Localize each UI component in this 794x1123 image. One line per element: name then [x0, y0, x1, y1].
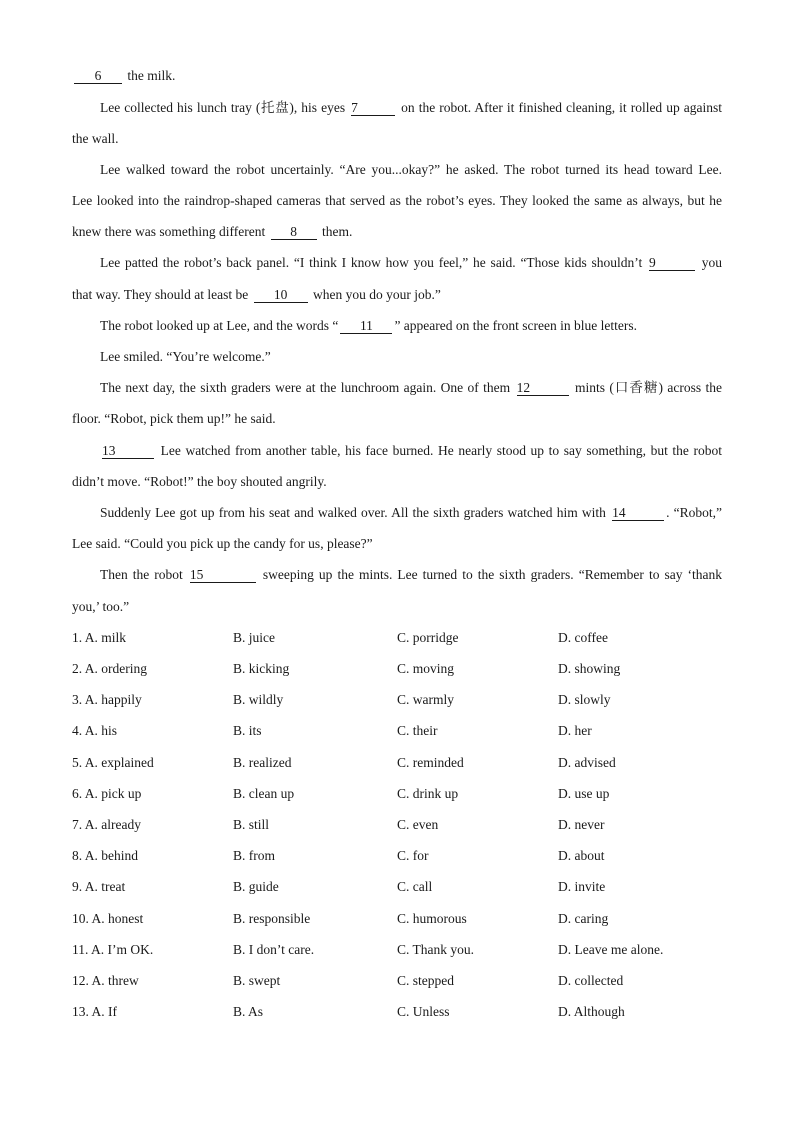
passage-line: floor. “Robot, pick them up!” he said. — [72, 411, 276, 426]
option-c[interactable]: C. Unless — [397, 1004, 450, 1019]
passage-text: The robot looked up at Lee, and the words “ — [100, 318, 339, 333]
answer-blank[interactable]: 8 — [271, 224, 317, 240]
passage-line — [100, 316, 722, 336]
answer-blank[interactable]: 7 — [351, 100, 395, 116]
option-b[interactable]: B. juice — [233, 630, 275, 645]
answer-blank[interactable]: 10 — [254, 287, 308, 303]
passage-text: the milk. — [127, 68, 176, 83]
option-d[interactable]: D. invite — [558, 879, 606, 894]
option-c[interactable]: C. humorous — [397, 911, 467, 926]
passage-line: the wall. — [72, 131, 119, 146]
answer-blank[interactable]: 9 — [649, 255, 695, 271]
option-b[interactable]: B. from — [233, 848, 275, 863]
option-b[interactable]: B. its — [233, 723, 262, 738]
answer-blank[interactable]: 11 — [340, 318, 392, 334]
answer-blank[interactable]: 15 — [190, 567, 256, 583]
option-b[interactable]: B. still — [233, 817, 270, 832]
answer-blank[interactable]: 14 — [612, 505, 664, 521]
option-c[interactable]: C. porridge — [397, 630, 459, 645]
option-a[interactable]: 3. A. happily — [72, 692, 142, 707]
passage-line: you,’ too.” — [72, 599, 130, 614]
option-a[interactable]: 2. A. ordering — [72, 661, 147, 676]
option-a[interactable]: 9. A. treat — [72, 879, 126, 894]
passage-text: you — [701, 255, 722, 270]
option-b[interactable]: B. I don’t care. — [233, 942, 315, 957]
option-c[interactable]: C. stepped — [397, 973, 454, 988]
option-a[interactable]: 13. A. If — [72, 1004, 117, 1019]
option-b[interactable]: B. guide — [233, 879, 279, 894]
passage-line — [100, 565, 722, 585]
option-b[interactable]: B. As — [233, 1004, 264, 1019]
passage-line: didn’t move. “Robot!” the boy shouted angrily. — [72, 474, 327, 489]
option-d[interactable]: D. her — [558, 723, 592, 738]
passage-text: when you do your job.” — [312, 287, 441, 302]
passage-line: Lee walked toward the robot uncertainly. “Are you...okay?” he asked. The robot turned its head toward Lee. — [100, 162, 722, 177]
option-d[interactable]: D. showing — [558, 661, 621, 676]
answer-blank[interactable]: 12 — [517, 380, 569, 396]
option-b[interactable]: B. swept — [233, 973, 281, 988]
option-a[interactable]: 6. A. pick up — [72, 786, 142, 801]
option-d[interactable]: D. collected — [558, 973, 624, 988]
option-b[interactable]: B. responsible — [233, 911, 311, 926]
option-b[interactable]: B. realized — [233, 755, 292, 770]
passage-line — [100, 253, 722, 273]
passage-text: on the robot. After it finished cleaning, it rolled up against — [401, 100, 723, 115]
option-c[interactable]: C. even — [397, 817, 439, 832]
passage-line: Lee smiled. “You’re welcome.” — [100, 349, 271, 364]
passage-line: Lee said. “Could you pick up the candy for us, please?” — [72, 536, 373, 551]
passage-text: Lee patted the robot’s back panel. “I think I know how you feel,” he said. “Those kids shouldn’t — [100, 255, 643, 270]
option-c[interactable]: C. call — [397, 879, 433, 894]
option-d[interactable]: D. never — [558, 817, 605, 832]
option-d[interactable]: D. caring — [558, 911, 609, 926]
option-d[interactable]: D. coffee — [558, 630, 608, 645]
option-a[interactable]: 7. A. already — [72, 817, 141, 832]
option-c[interactable]: C. drink up — [397, 786, 459, 801]
option-b[interactable]: B. kicking — [233, 661, 290, 676]
option-a[interactable]: 4. A. his — [72, 723, 118, 738]
option-a[interactable]: 5. A. explained — [72, 755, 154, 770]
passage-text: sweeping up the mints. Lee turned to the sixth graders. “Remember to say ‘thank — [262, 567, 723, 582]
passage-line — [72, 222, 722, 242]
option-a[interactable]: 12. A. threw — [72, 973, 139, 988]
option-a[interactable]: 11. A. I’m OK. — [72, 942, 154, 957]
option-c[interactable]: C. moving — [397, 661, 455, 676]
passage-line — [72, 66, 722, 86]
option-a[interactable]: 10. A. honest — [72, 911, 144, 926]
option-a[interactable]: 8. A. behind — [72, 848, 138, 863]
option-c[interactable]: C. reminded — [397, 755, 464, 770]
option-b[interactable]: B. clean up — [233, 786, 295, 801]
option-c[interactable]: C. Thank you. — [397, 942, 474, 957]
passage-text: Suddenly Lee got up from his seat and walked over. All the sixth graders watched him with — [100, 505, 606, 520]
option-d[interactable]: D. Although — [558, 1004, 625, 1019]
option-d[interactable]: D. advised — [558, 755, 616, 770]
option-d[interactable]: D. slowly — [558, 692, 611, 707]
passage-text: Lee collected his lunch tray (托盘), his eyes — [100, 100, 346, 115]
passage-line — [100, 441, 722, 461]
passage-text: ” appeared on the front screen in blue letters. — [394, 318, 637, 333]
option-c[interactable]: C. for — [397, 848, 429, 863]
passage-text: knew there was something different — [72, 224, 266, 239]
option-d[interactable]: D. Leave me alone. — [558, 942, 664, 957]
option-d[interactable]: D. use up — [558, 786, 610, 801]
answer-blank[interactable]: 6 — [74, 68, 122, 84]
passage-text: The next day, the sixth graders were at the lunchroom again. One of them — [100, 380, 511, 395]
passage-text: Lee watched from another table, his face burned. He nearly stood up to say something, but the robot — [160, 443, 723, 458]
option-b[interactable]: B. wildly — [233, 692, 284, 707]
passage-line — [100, 378, 722, 398]
answer-blank[interactable]: 13 — [102, 443, 154, 459]
option-c[interactable]: C. their — [397, 723, 438, 738]
passage-text: that way. They should at least be — [72, 287, 249, 302]
passage-text: . “Robot,” — [666, 505, 722, 520]
passage-line — [100, 98, 722, 118]
passage-text: mints (口香糖) across the — [574, 380, 722, 395]
option-d[interactable]: D. about — [558, 848, 605, 863]
option-c[interactable]: C. warmly — [397, 692, 454, 707]
passage-line — [100, 503, 722, 523]
passage-line: Lee looked into the raindrop-shaped cameras that served as the robot’s eyes. They looked the same as always, but he — [72, 193, 722, 208]
passage-text: Then the robot — [100, 567, 183, 582]
passage-text: them. — [321, 224, 353, 239]
option-a[interactable]: 1. A. milk — [72, 630, 127, 645]
passage-line — [72, 285, 722, 305]
